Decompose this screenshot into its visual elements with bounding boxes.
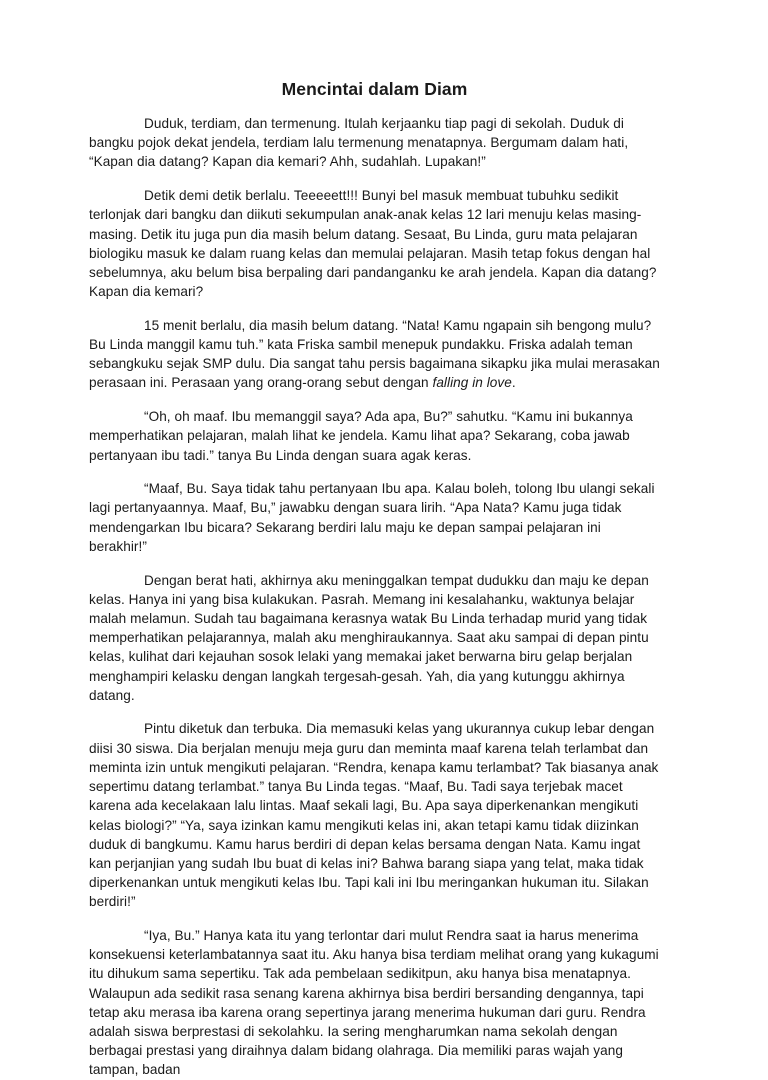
paragraph-3-end: . [511,375,516,391]
paragraph-2: Detik demi detik berlalu. Teeeeett!!! Bunyi bel masuk membuat tubuhku sedikit terlonjak dari bangku dan diikuti sekumpulan anak-anak kelas 12 lari menuju kelas masing-masing. Detik itu juga pun dia masih belum datang. Sesaat, Bu Linda, guru mata pelajaran biologiku masuk ke dalam ruang kelas dan memulai pelajaran. Masih tetap fokus dengan hal sebelumnya, aku belum bisa berpaling dari pandanganku ke arah jendela. Kapan dia datang? Kapan dia kemari? [89,188,657,300]
paragraph-3-text: 15 menit berlalu, dia masih belum datang. “Nata! Kamu ngapain sih bengong mulu? Bu Linda manggil kamu tuh.” kata Friska sambil menepuk pundakku. Friska adalah teman sebangkuku sejak SMP dulu. Dia sangat tahu persis bagaimana sikapku jika mulai merasakan perasaan ini. Perasaan yang orang-orang sebut dengan [89,317,660,391]
paragraph-5: “Maaf, Bu. Saya tidak tahu pertanyaan Ibu apa. Kalau boleh, tolong Ibu ulangi sekali lagi pertanyaannya. Maaf, Bu,” jawabku dengan suara lirih. “Apa Nata? Kamu juga tidak mendengarkan Ibu bicara? Sekarang berdiri lalu maju ke depan sampai pelajaran ini berakhir!” [89,481,655,554]
paragraph-8: “Iya, Bu.” Hanya kata itu yang terlontar dari mulut Rendra saat ia harus menerima konsekuensi keterlambatannya saat itu. Aku hanya bisa terdiam melihat orang yang kukagumi itu dihukum sama sepertiku. Tak ada pembelaan sedikitpun, aku hanya bisa menatapnya. Walaupun ada sedikit rasa senang karena akhirnya bisa berdiri bersanding dengannya, tapi tetap aku merasa iba karena orang sepertinya jarang menerima hukuman dari guru. Rendra adalah siswa berprestasi di sekolahku. Ia sering mengharumkan nama sekolah dengan berbagai prestasi yang diraihnya dalam bidang olahraga. Dia memiliki paras wajah yang tampan, badan [89,928,659,1078]
paragraph-6: Dengan berat hati, akhirnya aku meninggalkan tempat dudukku dan maju ke depan kelas. Hanya ini yang bisa kulakukan. Pasrah. Memang ini kesalahanku, waktunya belajar malah melamun. Sudah tau bagaimana kerasnya watak Bu Linda terhadap murid yang tidak memperhatikan pelajarannya, malah aku menghiraukannya. Saat aku sampai di depan pintu kelas, kulihat dari kejauhan sosok lelaki yang memakai jaket berwarna biru gelap berjalan menghampiri kelasku dengan langkah tergesah-gesah. Yah, dia yang kutunggu akhirnya datang. [89,572,649,703]
paragraph-3-italic: falling in love [432,375,512,391]
document-title: Mencintai dalam Diam [281,79,468,99]
paragraph-4: “Oh, oh maaf. Ibu memanggil saya? Ada apa, Bu?” sahutku. “Kamu ini bukannya memperhatikan pelajaran, malah lihat ke jendela. Kamu lihat apa? Sekarang, coba jawab pertanyaan ibu tadi.” tanya Bu Linda dengan suara agak keras. [89,409,633,463]
paragraph-1: Duduk, terdiam, dan termenung. Itulah kerjaanku tiap pagi di sekolah. Duduk di bangku pojok dekat jendela, terdiam lalu termenung menatapnya. Bergumam dalam hati, “Kapan dia datang? Kapan dia kemari? Ahh, sudahlah. Lupakan!” [89,116,629,170]
paragraph-3 [89,316,660,393]
paragraph-7: Pintu diketuk dan terbuka. Dia memasuki kelas yang ukurannya cukup lebar dengan diisi 30 siswa. Dia berjalan menuju meja guru dan meminta maaf karena telah terlambat dan meminta izin untuk mengikuti pelajaran. “Rendra, kenapa kamu terlambat? Tak biasanya anak sepertimu datang terlambat.” tanya Bu Linda tegas. “Maaf, Bu. Tadi saya terjebak macet karena ada kecelakaan lalu lintas. Maaf sekali lagi, Bu. Apa saya diperkenankan mengikuti kelas biologi?” “Ya, saya izinkan kamu mengikuti kelas ini, akan tetapi kamu tidak diizinkan duduk di bangkumu. Kamu harus berdiri di depan kelas bersama dengan Nata. Kamu ingat kan perjanjian yang sudah Ibu buat di kelas ini? Bahwa barang siapa yang telat, maka tidak diperkenankan untuk mengikuti kelas Ibu. Tapi kali ini Ibu meringankan hukuman itu. Silakan berdiri!” [89,721,659,910]
